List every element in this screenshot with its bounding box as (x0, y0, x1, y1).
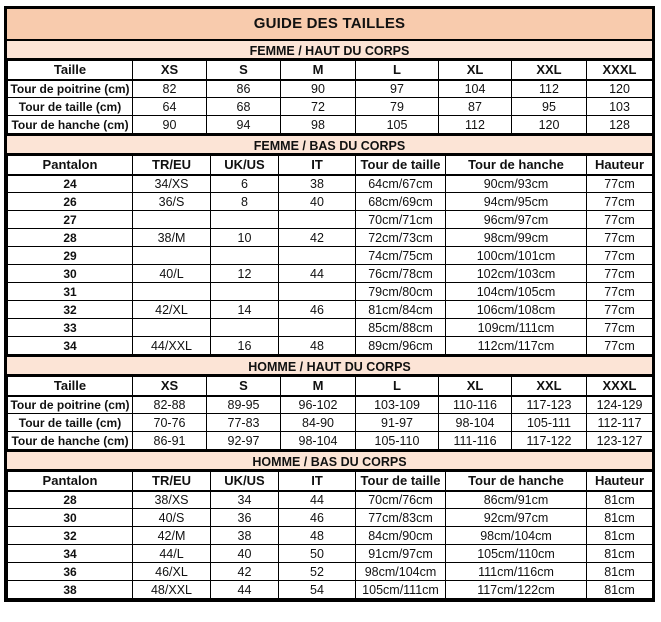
cell: 89cm/96cm (356, 337, 446, 355)
header-cell: XXXL (587, 61, 653, 80)
row-label: 26 (8, 193, 133, 211)
cell: 104 (439, 80, 512, 98)
cell: 46 (279, 301, 356, 319)
header-cell: XL (439, 61, 512, 80)
cell: 16 (211, 337, 279, 355)
table-row (8, 545, 653, 563)
cell: 128 (587, 116, 653, 134)
cell: 77cm (587, 265, 653, 283)
header-cell: XL (439, 377, 512, 396)
cell: 94 (207, 116, 281, 134)
table-row (8, 229, 653, 247)
cell: 97 (356, 80, 439, 98)
header-row (8, 61, 653, 80)
table-row (8, 116, 653, 134)
row-label: 33 (8, 319, 133, 337)
table-row (8, 581, 653, 599)
table-row (8, 527, 653, 545)
cell: 90 (281, 80, 356, 98)
header-cell: XS (133, 377, 207, 396)
cell: 48/XXL (133, 581, 211, 599)
cell: 81cm (587, 509, 653, 527)
table-row (8, 563, 653, 581)
cell: 42/XL (133, 301, 211, 319)
cell: 44 (279, 265, 356, 283)
header-cell: L (356, 377, 439, 396)
row-label: 32 (8, 527, 133, 545)
cell: 54 (279, 581, 356, 599)
table-row (8, 414, 653, 432)
cell: 87 (439, 98, 512, 116)
cell: 77cm (587, 283, 653, 301)
cell: 36/S (133, 193, 211, 211)
cell: 79 (356, 98, 439, 116)
cell: 64 (133, 98, 207, 116)
header-cell: Taille (8, 61, 133, 80)
cell: 106cm/108cm (446, 301, 587, 319)
cell: 77cm (587, 193, 653, 211)
header-cell: Pantalon (8, 472, 133, 491)
cell: 111cm/116cm (446, 563, 587, 581)
cell: 96cm/97cm (446, 211, 587, 229)
row-label: 38 (8, 581, 133, 599)
row-label: Tour de hanche (cm) (8, 432, 133, 450)
cell: 81cm (587, 545, 653, 563)
page-title: GUIDE DES TAILLES (7, 9, 652, 39)
cell: 86cm/91cm (446, 491, 587, 509)
cell: 46 (279, 509, 356, 527)
row-label: Tour de hanche (cm) (8, 116, 133, 134)
cell: 89-95 (207, 396, 281, 414)
section-table-femme-haut-du-corps (7, 60, 653, 134)
header-cell: IT (279, 156, 356, 175)
row-label: Tour de taille (cm) (8, 98, 133, 116)
cell: 77-83 (207, 414, 281, 432)
cell: 81cm (587, 491, 653, 509)
row-label: 36 (8, 563, 133, 581)
size-guide (4, 6, 655, 602)
table-row (8, 247, 653, 265)
header-row (8, 156, 653, 175)
cell: 34 (211, 491, 279, 509)
cell: 6 (211, 175, 279, 193)
header-cell: XXL (512, 377, 587, 396)
cell (133, 283, 211, 301)
row-label: 31 (8, 283, 133, 301)
cell: 77cm (587, 247, 653, 265)
header-cell: Pantalon (8, 156, 133, 175)
cell: 77cm (587, 319, 653, 337)
cell: 40/S (133, 509, 211, 527)
row-label: 30 (8, 509, 133, 527)
cell: 34/XS (133, 175, 211, 193)
cell: 70cm/71cm (356, 211, 446, 229)
cell: 38/XS (133, 491, 211, 509)
cell: 117-122 (512, 432, 587, 450)
cell: 98cm/104cm (356, 563, 446, 581)
cell: 98 (281, 116, 356, 134)
cell: 77cm (587, 337, 653, 355)
cell: 40 (211, 545, 279, 563)
table-row (8, 193, 653, 211)
cell: 79cm/80cm (356, 283, 446, 301)
cell: 105 (356, 116, 439, 134)
header-cell: TR/EU (133, 156, 211, 175)
cell: 46/XL (133, 563, 211, 581)
cell: 92-97 (207, 432, 281, 450)
cell: 8 (211, 193, 279, 211)
cell: 109cm/111cm (446, 319, 587, 337)
cell (211, 211, 279, 229)
cell: 68cm/69cm (356, 193, 446, 211)
cell: 112cm/117cm (446, 337, 587, 355)
section-heading-femme-bas-du-corps: FEMME / BAS DU CORPS (7, 134, 652, 155)
cell: 105cm/111cm (356, 581, 446, 599)
section-table-homme-haut-du-corps (7, 376, 653, 450)
cell: 103-109 (356, 396, 439, 414)
header-cell: Hauteur (587, 472, 653, 491)
cell: 112 (439, 116, 512, 134)
table-row (8, 319, 653, 337)
cell: 98-104 (439, 414, 512, 432)
row-label: 28 (8, 491, 133, 509)
cell: 98-104 (281, 432, 356, 450)
cell: 123-127 (587, 432, 653, 450)
cell (211, 319, 279, 337)
table-row (8, 98, 653, 116)
table-row (8, 211, 653, 229)
cell: 85cm/88cm (356, 319, 446, 337)
cell: 76cm/78cm (356, 265, 446, 283)
cell (211, 283, 279, 301)
cell: 117-123 (512, 396, 587, 414)
cell: 12 (211, 265, 279, 283)
row-label: 34 (8, 545, 133, 563)
header-cell: TR/EU (133, 472, 211, 491)
cell: 38 (211, 527, 279, 545)
table-row (8, 175, 653, 193)
cell: 42/M (133, 527, 211, 545)
cell: 44/L (133, 545, 211, 563)
cell: 91cm/97cm (356, 545, 446, 563)
row-label: 27 (8, 211, 133, 229)
cell: 112-117 (587, 414, 653, 432)
header-cell: Tour de hanche (446, 156, 587, 175)
row-label: 24 (8, 175, 133, 193)
cell: 44 (279, 491, 356, 509)
cell: 38 (279, 175, 356, 193)
section-table-femme-bas-du-corps (7, 155, 653, 355)
row-label: Tour de taille (cm) (8, 414, 133, 432)
header-cell: Tour de hanche (446, 472, 587, 491)
row-label: 29 (8, 247, 133, 265)
cell: 14 (211, 301, 279, 319)
cell (211, 247, 279, 265)
header-cell: XS (133, 61, 207, 80)
header-cell: Taille (8, 377, 133, 396)
row-label: Tour de poitrine (cm) (8, 396, 133, 414)
table-row (8, 265, 653, 283)
size-guide-sections (7, 39, 652, 599)
cell (133, 247, 211, 265)
cell (133, 319, 211, 337)
cell: 91-97 (356, 414, 439, 432)
header-cell: M (281, 377, 356, 396)
cell (279, 319, 356, 337)
cell: 84cm/90cm (356, 527, 446, 545)
row-label: 34 (8, 337, 133, 355)
cell: 77cm (587, 229, 653, 247)
table-row (8, 283, 653, 301)
cell: 86-91 (133, 432, 207, 450)
cell: 92cm/97cm (446, 509, 587, 527)
cell: 112 (512, 80, 587, 98)
section-heading-homme-bas-du-corps: HOMME / BAS DU CORPS (7, 450, 652, 471)
header-cell: L (356, 61, 439, 80)
table-row (8, 509, 653, 527)
cell: 104cm/105cm (446, 283, 587, 301)
cell: 90 (133, 116, 207, 134)
cell: 81cm/84cm (356, 301, 446, 319)
row-label: 28 (8, 229, 133, 247)
cell: 96-102 (281, 396, 356, 414)
cell: 77cm (587, 301, 653, 319)
cell: 64cm/67cm (356, 175, 446, 193)
cell: 81cm (587, 581, 653, 599)
cell: 117cm/122cm (446, 581, 587, 599)
cell: 72cm/73cm (356, 229, 446, 247)
cell: 105cm/110cm (446, 545, 587, 563)
table-row (8, 396, 653, 414)
cell: 50 (279, 545, 356, 563)
cell: 42 (279, 229, 356, 247)
cell: 68 (207, 98, 281, 116)
cell: 105-111 (512, 414, 587, 432)
cell: 110-116 (439, 396, 512, 414)
cell: 103 (587, 98, 653, 116)
row-label: 30 (8, 265, 133, 283)
cell: 10 (211, 229, 279, 247)
cell: 77cm/83cm (356, 509, 446, 527)
cell: 124-129 (587, 396, 653, 414)
header-cell: S (207, 377, 281, 396)
cell: 100cm/101cm (446, 247, 587, 265)
cell: 90cm/93cm (446, 175, 587, 193)
cell: 38/M (133, 229, 211, 247)
section-table-homme-bas-du-corps (7, 471, 653, 599)
table-row (8, 301, 653, 319)
header-cell: Tour de taille (356, 472, 446, 491)
cell: 48 (279, 337, 356, 355)
cell: 81cm (587, 527, 653, 545)
cell: 98cm/99cm (446, 229, 587, 247)
header-cell: UK/US (211, 472, 279, 491)
cell: 72 (281, 98, 356, 116)
table-row (8, 432, 653, 450)
cell: 111-116 (439, 432, 512, 450)
section-heading-homme-haut-du-corps: HOMME / HAUT DU CORPS (7, 355, 652, 376)
cell: 44 (211, 581, 279, 599)
cell: 48 (279, 527, 356, 545)
cell (133, 211, 211, 229)
cell: 120 (587, 80, 653, 98)
cell (279, 283, 356, 301)
cell: 82-88 (133, 396, 207, 414)
row-label: 32 (8, 301, 133, 319)
header-cell: UK/US (211, 156, 279, 175)
table-row (8, 491, 653, 509)
cell: 40 (279, 193, 356, 211)
cell: 98cm/104cm (446, 527, 587, 545)
cell: 77cm (587, 175, 653, 193)
cell: 74cm/75cm (356, 247, 446, 265)
section-heading-femme-haut-du-corps: FEMME / HAUT DU CORPS (7, 39, 652, 60)
header-row (8, 377, 653, 396)
cell: 70-76 (133, 414, 207, 432)
table-row (8, 80, 653, 98)
cell: 77cm (587, 211, 653, 229)
header-cell: M (281, 61, 356, 80)
header-cell: Tour de taille (356, 156, 446, 175)
cell: 105-110 (356, 432, 439, 450)
header-cell: S (207, 61, 281, 80)
cell: 42 (211, 563, 279, 581)
cell: 40/L (133, 265, 211, 283)
cell: 44/XXL (133, 337, 211, 355)
cell: 84-90 (281, 414, 356, 432)
cell: 36 (211, 509, 279, 527)
header-cell: XXXL (587, 377, 653, 396)
cell (279, 247, 356, 265)
header-row (8, 472, 653, 491)
cell: 81cm (587, 563, 653, 581)
cell: 102cm/103cm (446, 265, 587, 283)
header-cell: XXL (512, 61, 587, 80)
cell: 52 (279, 563, 356, 581)
cell: 94cm/95cm (446, 193, 587, 211)
cell: 86 (207, 80, 281, 98)
table-row (8, 337, 653, 355)
cell (279, 211, 356, 229)
cell: 95 (512, 98, 587, 116)
cell: 120 (512, 116, 587, 134)
cell: 70cm/76cm (356, 491, 446, 509)
header-cell: IT (279, 472, 356, 491)
cell: 82 (133, 80, 207, 98)
header-cell: Hauteur (587, 156, 653, 175)
row-label: Tour de poitrine (cm) (8, 80, 133, 98)
